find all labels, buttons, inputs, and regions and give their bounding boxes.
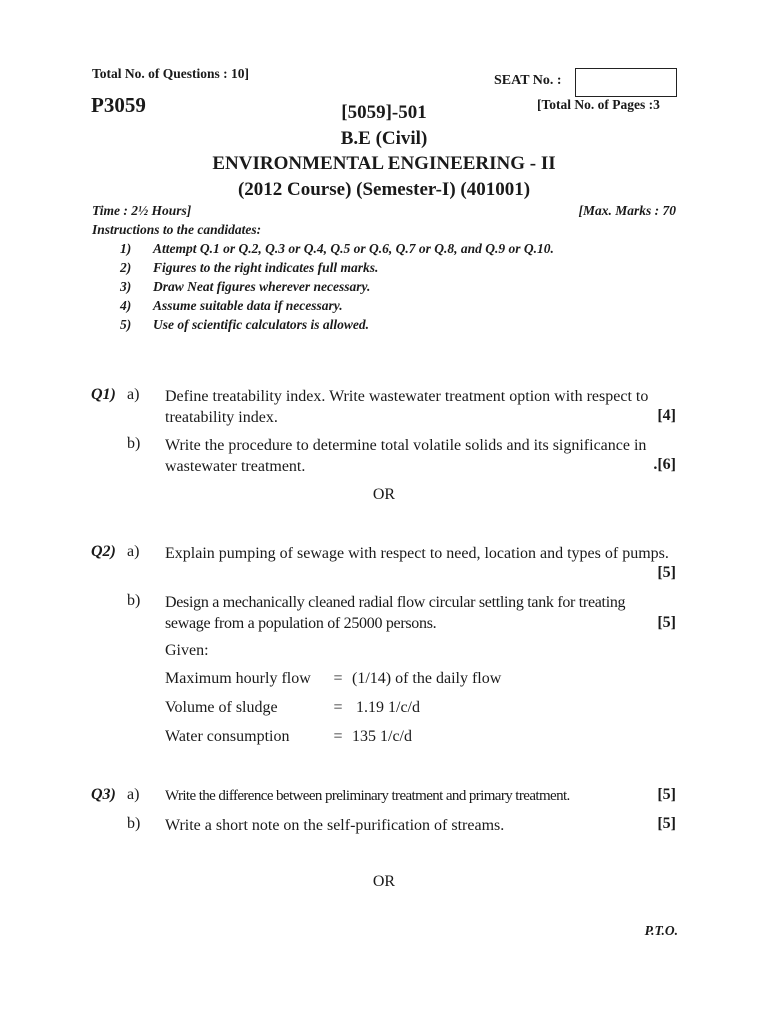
instruction-number: 3) [120, 279, 132, 294]
question-text-q2b: Design a mechanically cleaned radial flow circular settling tank for treating sewage from a population of 25000 persons. [165, 594, 626, 632]
given-label: Given: [165, 642, 209, 659]
please-turn-over: P.T.O. [644, 923, 678, 938]
subpart-label: a) [127, 543, 140, 560]
equals-sign: = [333, 728, 343, 745]
question-label-q2: Q2) [91, 543, 116, 560]
question-text-q3a: Write the difference between preliminary treatment and primary treatment. [165, 788, 570, 804]
subpart-label: a) [127, 786, 140, 803]
instruction-text: Attempt Q.1 or Q.2, Q.3 or Q.4, Q.5 or Q.6, Q.7 or Q.8, and Q.9 or Q.10. [153, 241, 554, 256]
instruction-text: Figures to the right indicates full marks. [153, 260, 379, 275]
instruction-text: Assume suitable data if necessary. [153, 298, 343, 313]
paper-code: P3059 [91, 93, 146, 117]
equals-sign: = [333, 670, 343, 687]
exam-time: Time : 2½ Hours] [92, 203, 192, 218]
instruction-number: 1) [120, 241, 132, 256]
seat-number-box [575, 68, 677, 97]
given-item-label: Maximum hourly flow [165, 670, 311, 687]
equals-sign: = [333, 699, 343, 716]
seat-number-label: SEAT No. : [494, 73, 562, 88]
total-questions: Total No. of Questions : 10] [92, 66, 250, 81]
subpart-label: b) [127, 815, 141, 832]
question-text-q2a: Explain pumping of sewage with respect to need, location and types of pumps. [165, 545, 669, 562]
instruction-item [120, 298, 343, 314]
exam-code: [5059]-501 [341, 102, 427, 123]
course-info: (2012 Course) (Semester-I) (401001) [237, 179, 531, 200]
marks-q1a: [4] [657, 407, 676, 424]
question-label-q3: Q3) [91, 786, 116, 803]
given-row [165, 699, 420, 717]
instruction-number: 4) [120, 298, 132, 313]
max-marks: [Max. Marks : 70 [578, 203, 676, 218]
subject-title: ENVIRONMENTAL ENGINEERING - II [212, 153, 556, 174]
instruction-text: Use of scientific calculators is allowed. [153, 317, 369, 332]
given-item-value: 135 1/c/d [352, 728, 412, 745]
question-label-q1: Q1) [91, 386, 116, 403]
given-item-value: (1/14) of the daily flow [352, 670, 502, 687]
question-text-q3b: Write a short note on the self-purification of streams. [165, 817, 505, 834]
subpart-label: b) [127, 435, 141, 452]
question-text-q1a: Define treatability index. Write wastewater treatment option with respect to treatability index. [165, 388, 649, 426]
given-item-label: Water consumption [165, 728, 290, 745]
or-separator: OR [372, 486, 396, 503]
subpart-label: a) [127, 386, 140, 403]
instruction-item [120, 241, 554, 257]
question-text-q1b: Write the procedure to determine total volatile solids and its significance in wastewater treatment. [165, 437, 647, 475]
or-separator: OR [372, 873, 396, 890]
total-pages: [Total No. of Pages :3 [537, 97, 660, 112]
instruction-item [120, 317, 369, 333]
given-item-label: Volume of sludge [165, 699, 278, 716]
instruction-item [120, 260, 378, 276]
marks-q3a: [5] [657, 786, 676, 803]
instruction-item [120, 279, 370, 295]
given-row [165, 670, 501, 688]
instructions-heading: Instructions to the candidates: [92, 222, 262, 237]
given-item-value: 1.19 1/c/d [352, 699, 420, 716]
degree-title: B.E (Civil) [340, 128, 428, 149]
subpart-label: b) [127, 592, 141, 609]
marks-q1b: .[6] [653, 456, 676, 473]
marks-q2b: [5] [657, 614, 676, 631]
instruction-number: 2) [120, 260, 132, 275]
marks-q2a: [5] [657, 564, 676, 581]
marks-q3b: [5] [657, 815, 676, 832]
given-row [165, 728, 412, 746]
instruction-text: Draw Neat figures wherever necessary. [153, 279, 371, 294]
instruction-number: 5) [120, 317, 132, 332]
